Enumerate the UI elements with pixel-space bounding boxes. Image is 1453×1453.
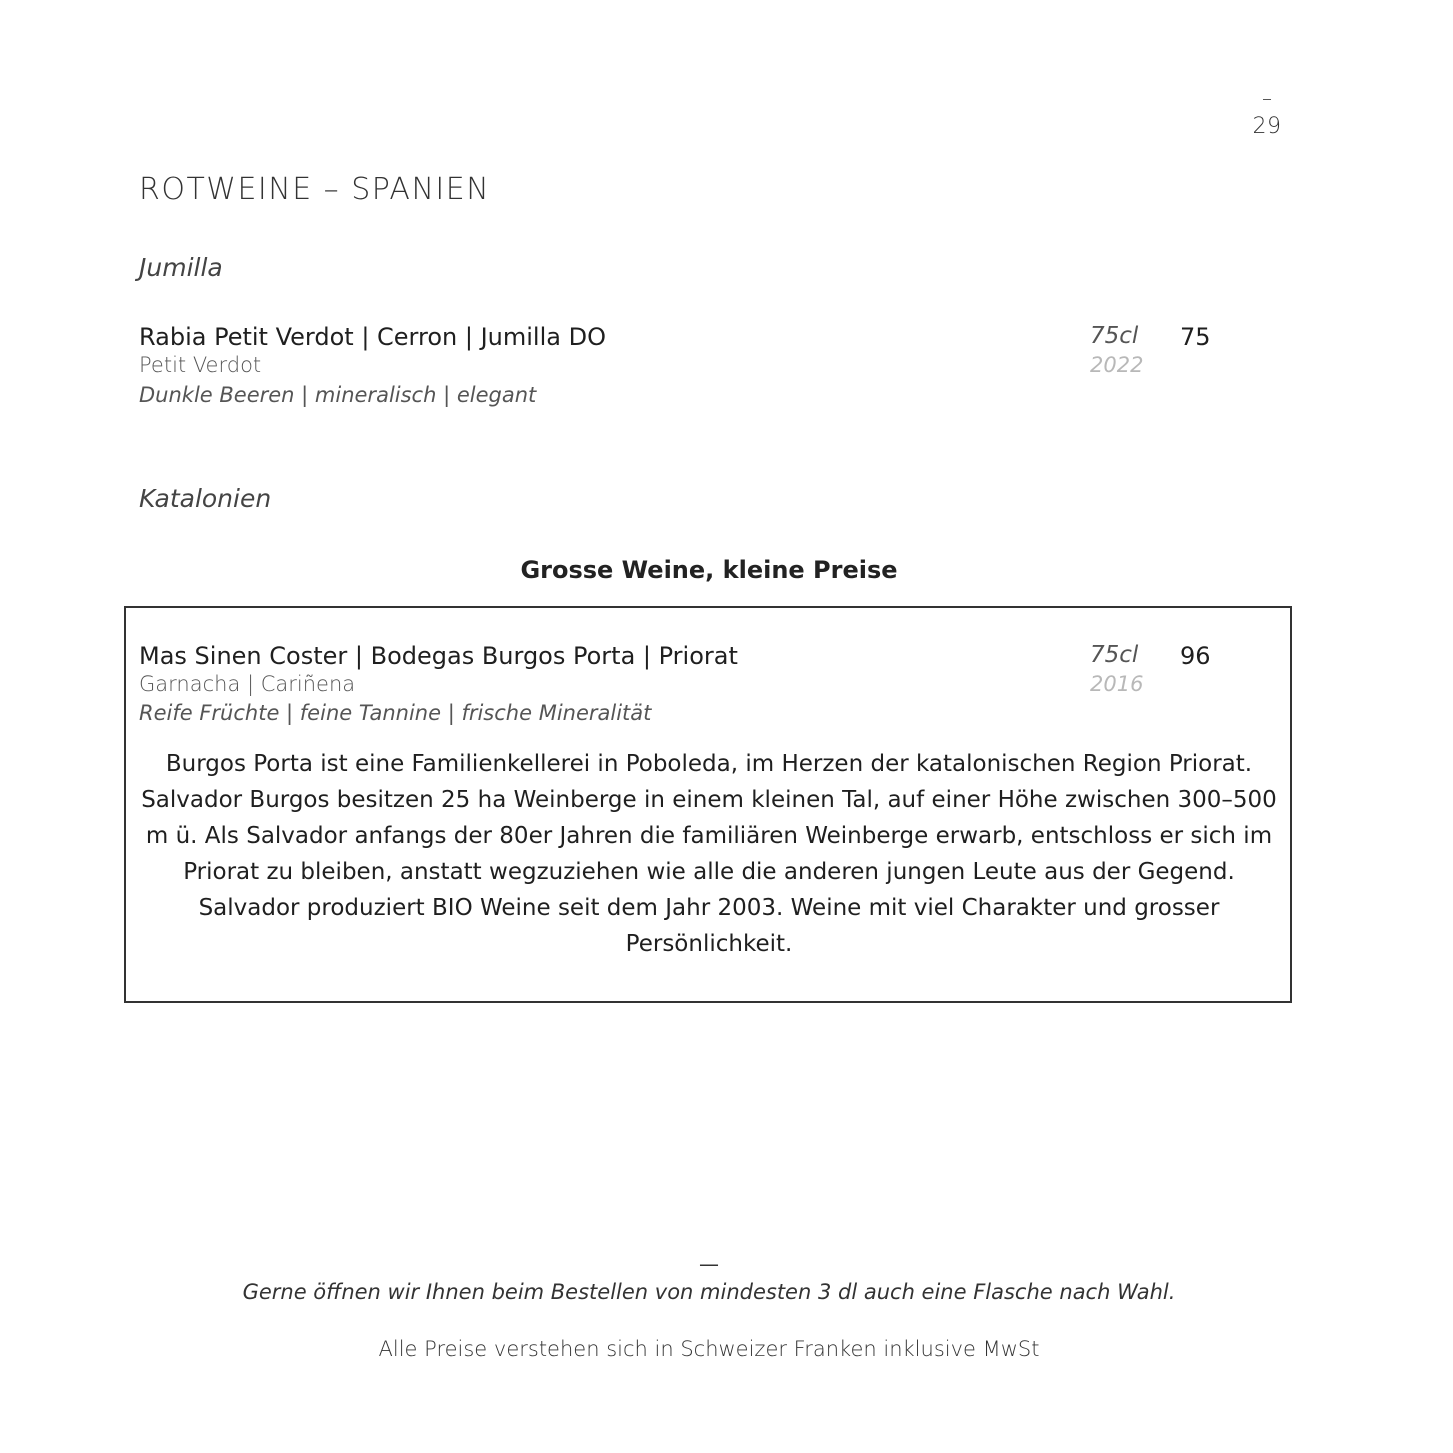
highlight-heading: Grosse Weine, kleine Preise [520, 556, 898, 584]
wine-tasting-notes: Dunkle Beeren | mineralisch | elegant [139, 383, 537, 407]
wine-name: Mas Sinen Coster | Bodegas Burgos Porta | Priorat [139, 642, 738, 670]
wine-price: 96 [1180, 642, 1211, 670]
wine-grape: Petit Verdot [139, 353, 262, 377]
wine-bottle-size: 75cl [1090, 642, 1139, 668]
wine-grape: Garnacha | Cariñena [139, 672, 356, 696]
footer-dash: — [699, 1252, 719, 1276]
wine-tasting-notes: Reife Früchte | feine Tannine | frische Mineralität [139, 701, 652, 725]
wine-price: 75 [1180, 323, 1211, 351]
wine-vintage: 2022 [1090, 353, 1144, 377]
region-heading-jumilla: Jumilla [139, 253, 223, 282]
winery-description: Burgos Porta ist eine Familienkellerei in Poboleda, im Herzen der katalonischen Region Priorat. Salvador Burgos besitzen 25 ha Weinberge in einem kleinen Tal, auf einer Höhe zwischen 300–500 m ü. Als Salvador anfangs der 80er Jahren die familiären Weinberge erwarb, entschloss er sich im Priorat zu bleiben, anstatt wegzuziehen wie alle die anderen jungen Leute aus der Gegend. Salvador produziert BIO Weine seit dem Jahr 2003. Weine mit viel Charakter und grosser Persönlichkeit. [141, 751, 1277, 957]
page-number: 29 [1252, 114, 1282, 139]
wine-vintage: 2016 [1090, 672, 1144, 696]
wine-name: Rabia Petit Verdot | Cerron | Jumilla DO [139, 323, 606, 351]
region-heading-katalonien: Katalonien [139, 484, 272, 513]
footer-note: Gerne öffnen wir Ihnen beim Bestellen von mindesten 3 dl auch eine Flasche nach Wahl. [242, 1280, 1176, 1304]
footer-prices-info: Alle Preise verstehen sich in Schweizer Franken inklusive MwSt [378, 1337, 1040, 1361]
page-title: ROTWEINE – SPANIEN [139, 172, 491, 207]
page-number-dash: – [1262, 86, 1272, 110]
wine-bottle-size: 75cl [1090, 323, 1139, 349]
